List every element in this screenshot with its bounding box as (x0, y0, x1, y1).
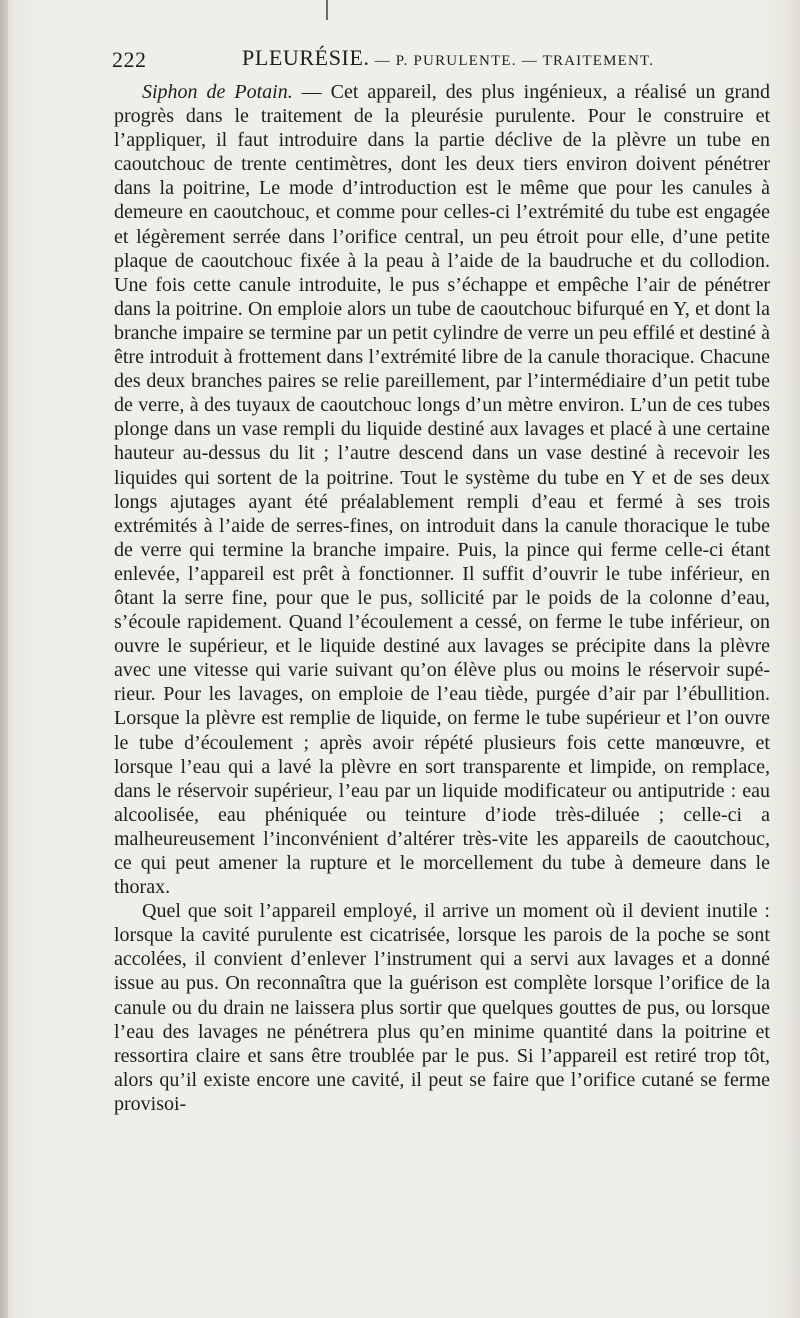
page-binding-edge (0, 0, 8, 1318)
top-mark (326, 0, 328, 20)
page-number: 222 (112, 47, 147, 72)
running-title-main: PLEURÉSIE. (242, 45, 370, 70)
running-header (112, 43, 772, 77)
paragraph-quel-que-soit (114, 899, 770, 1116)
running-title-sub: — P. PURULENTE. — TRAITEMENT. (369, 53, 655, 69)
running-title (242, 45, 654, 71)
paragraph-siphon-de-potain (114, 80, 770, 899)
paragraph-lead: Siphon de Potain. (142, 81, 293, 103)
paragraph-text: Quel que soit l’appareil employé, il arrive un moment où il devient inutile : lorsque la cavité purulente est cicatrisée, lorsque les parois de la poche se sont accolées, il convient d’enlever l’instrument qui a servi aux lavages et a donné issue au pus. On reconnaîtra que la guérison est complète lorsque l’orifice de la canule ou du drain ne laissera plus sortir que quelques gouttes de pus, ou lorsque l’eau des lavages ne pénétrera plus qu’en minime quantité dans la poitrine et ressortira claire et sans être troublée par le pus. Si l’appareil est retiré trop tôt, alors qu’il existe encore une cavité, il peut se faire que l’orifice cutané se ferme provisoi- (114, 900, 770, 1115)
paragraph-text: — Cet appareil, des plus ingénieux, a réalisé un grand progrès dans le traitement de la pleurésie purulente. Pour le construire et l’appliquer, il faut introduire dans la partie déclive de la plèvre un tube en caoutchouc de trente centimètres, dont les deux tiers environ doivent pénétrer dans la poitrine, Le mode d’introduction est le même que pour les canules à demeure en caoutchouc, et comme pour celles-ci l’extrémité du tube est engagée et légèrement serrée dans l’orifice central, un peu étroit pour elle, d’une petite plaque de caoutchouc fixée à la peau à l’aide de la baudruche et du collodion. Une fois cette canule introduite, le pus s’échappe et empêche l’air de pénétrer dans la poitrine. On emploie alors un tube de caoutchouc bifurqué en Y, et dont la branche impaire se termine par un petit cylindre de verre un peu effilé et destiné à être introduit à frottement dans l’extrémité libre de la canule thoracique. Chacune des deux branches paires se relie pareillement, par l’intermédiaire d’un petit tube de verre, à des tuyaux de caoutchouc longs d’un mètre environ. L’un de ces tubes plonge dans un vase rempli du liquide destiné aux lavages et placé à une certaine hauteur au-dessus du lit ; l’autre descend dans un vase destiné à recevoir les liquides qui sortent de la poitrine. Tout le système du tube en Y et de ses deux longs ajutages ayant été préalablement rempli d’eau et fermé à ses trois extrémités à l’aide de serres-fines, on introduit dans la canule thoracique le tube de verre qui termine la branche impaire. Puis, la pince qui ferme celle-ci étant enlevée, l’appareil est prêt à fonctionner. Il suffit d’ouvrir le tube inférieur, en ôtant la serre fine, pour que le pus, sollicité par le poids de la colonne d’eau, s’écoule rapidement. Quand l’écoulement a cessé, on ferme le tube inférieur, on ouvre le supérieur, et le liquide destiné aux lavages se précipite dans la plèvre avec une vitesse qui varie suivant qu’on élève plus ou moins le réservoir supérieur. Pour les lavages, on emploie de l’eau tiède, purgée d’air par l’ébullition. Lorsque la plèvre est remplie de liquide, on ferme le tube supérieur et l’on ouvre le tube d’écoulement ; après avoir répété plusieurs fois cette manœuvre, et lorsque l’eau qui a lavé la plèvre en sort transparente et limpide, on remplace, dans le réservoir supérieur, l’eau par un liquide modificateur ou antiputride : eau alcoolisée, eau phéniquée ou teinture d’iode très-diluée ; celle-ci a malheureusement l’inconvénient d’altérer très-vite les appareils de caoutchouc, ce qui peut amener la rupture et le morcellement du tube à demeure dans le thorax. (114, 81, 770, 899)
body-text (114, 80, 770, 1116)
